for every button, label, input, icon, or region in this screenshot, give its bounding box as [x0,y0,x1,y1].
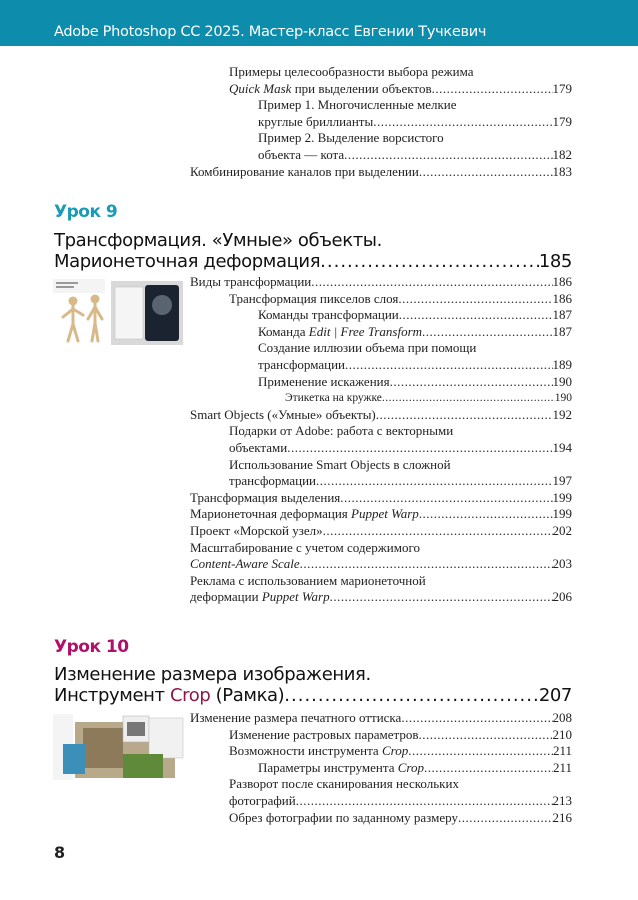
page-ref: 185 [538,251,572,272]
toc-line [190,506,572,523]
leader-dots [311,274,552,291]
leader-dots [419,164,553,181]
toc-entry[interactable] [190,274,572,291]
page-ref: 192 [552,406,572,422]
italic-term: Puppet Warp [351,506,419,522]
text-segment: Параметры инструмента [258,759,398,775]
text-segment: Обрез фотографии по заданному размеру [229,809,458,825]
text-segment: Этикетка на кружке [285,392,382,405]
page-ref: 206 [552,589,572,605]
toc-line [258,357,572,374]
toc-entry[interactable] [229,457,572,490]
text-segment: Трансформация пикселов слоя [229,290,399,306]
lesson-9-label: Урок 9 [54,202,118,222]
toc-line [258,307,572,324]
leader-dots [376,407,553,424]
toc-line [229,743,572,760]
lesson-9-title [54,230,572,272]
toc-text [190,274,311,291]
toc-text [190,589,330,606]
toc-entry[interactable] [285,390,572,407]
toc-line [258,324,572,341]
leader-dots [320,251,539,272]
text-segment: Реклама с использованием марионеточной [190,572,426,588]
toc-text [54,664,371,685]
toc-line [258,340,572,357]
toc-entry[interactable] [258,374,572,391]
text-segment: (Рамка) [210,685,285,706]
toc-entry[interactable] [258,130,572,163]
leader-dots [432,81,553,98]
text-segment: трансформации [258,356,346,372]
page-ref: 190 [552,373,572,389]
toc-entry[interactable] [190,506,572,523]
leader-dots [422,324,552,341]
toc-line [229,423,572,440]
toc-line [229,457,572,474]
text-segment: Инструмент [54,685,170,706]
toc-text [258,97,457,114]
toc-entry[interactable] [229,743,572,760]
italic-term: Edit | Free Transform [308,323,423,339]
toc-text [258,340,476,357]
toc-text [258,357,345,374]
leader-dots [424,760,553,777]
toc-entry[interactable] [190,710,572,727]
text-segment: Возможности инструмента [229,743,382,759]
toc-line [258,114,572,131]
toc-text [258,374,390,391]
toc-line [229,727,572,744]
toc-line [229,440,572,457]
toc-entry[interactable] [229,423,572,456]
text-segment: Smart Objects («Умные» объекты) [190,406,376,422]
toc-text [229,64,474,81]
italic-term: Crop [381,743,409,759]
page-ref: 216 [552,809,572,825]
toc-text [229,423,453,440]
toc-line [229,810,572,827]
toc-entry[interactable] [190,540,572,573]
page-ref: 189 [552,356,572,372]
leader-dots [401,710,552,727]
toc-line [229,64,572,81]
text-segment: Трансформация. «Умные» объекты. [54,230,382,251]
page-ref: 182 [552,146,572,162]
toc-entry[interactable] [229,291,572,308]
toc-text [190,573,426,590]
text-segment: Комбинирование каналов при выделении [190,163,419,179]
toc-entry[interactable] [190,407,572,424]
toc-line [190,164,572,181]
lesson-10-title [54,664,572,706]
toc-text [229,727,418,744]
toc-line [190,540,572,557]
toc-line [190,589,572,606]
toc-text [258,307,399,324]
toc-text [229,810,458,827]
text-segment: Подарки от Adobe: работа с векторными [229,423,454,439]
text-segment: фотографий [229,792,296,808]
toc-line [258,374,572,391]
text-segment: круглые бриллианты [258,113,374,129]
page-ref: 208 [552,710,572,725]
toc-text [190,710,401,727]
page-ref: 203 [552,556,572,572]
toc-text [190,164,419,181]
leader-dots [458,810,553,827]
text-segment: объекта — кота [258,146,345,162]
page-ref: 197 [552,473,572,489]
toc-line [190,274,572,291]
toc-line [229,291,572,308]
text-segment: Применение искажения [258,373,390,389]
leader-dots [398,291,552,308]
toc-line [258,130,572,147]
toc-line [229,793,572,810]
leader-dots [373,114,552,131]
page-ref: 187 [552,323,572,339]
toc-text [229,81,432,98]
lesson-10-label: Урок 10 [54,637,129,657]
text-segment: Изменение растровых параметров [229,726,419,742]
page-number: 8 [54,843,66,862]
toc-text [54,685,284,706]
toc-entry[interactable] [229,776,572,809]
toc-text [229,473,316,490]
toc-entry[interactable] [229,727,572,744]
page-ref: 211 [552,743,572,759]
toc-line [54,664,572,685]
toc-entry[interactable] [190,164,572,181]
italic-term: Crop [397,759,424,775]
toc-line [54,251,572,272]
text-segment: Использование Smart Objects в сложной [229,456,451,472]
text-segment: Проект «Морской узел» [190,522,323,538]
text-segment: Виды трансформации [190,274,312,289]
text-segment: Трансформация выделения [190,489,341,505]
leader-dots [345,357,552,374]
italic-term: Puppet Warp [261,589,330,605]
toc-text [258,147,344,164]
leader-dots [296,793,553,810]
toc-text [190,540,420,557]
toc-text [190,490,340,507]
lesson-10-entries [0,710,572,826]
toc-text [229,291,398,308]
text-segment: деформации [190,589,262,605]
text-segment: Марионеточная деформация [54,251,321,272]
toc-text [190,556,300,573]
toc-line [190,523,572,540]
leader-dots [316,473,552,490]
leader-dots [300,556,553,573]
text-segment: Пример 2. Выделение ворсистого [258,130,444,146]
text-segment: Команда [258,323,309,339]
toc-entry[interactable] [258,307,572,324]
text-segment: трансформации [229,473,317,489]
toc-line [190,573,572,590]
toc-line [54,230,572,251]
toc-line [190,710,572,727]
toc-text [229,743,408,760]
toc-text [229,440,287,457]
text-segment: Создание иллюзии объема при помощи [258,340,477,356]
toc-entry[interactable] [190,490,572,507]
toc-text [229,776,459,793]
toc-text [258,130,444,147]
toc-line [190,407,572,424]
toc-entry[interactable] [258,760,572,777]
page-ref: 213 [552,792,572,808]
page-ref: 179 [552,113,572,129]
page-ref: 194 [552,439,572,455]
toc-text [258,114,373,131]
toc-text [190,523,323,540]
leader-dots [390,374,553,391]
text-segment: Изменение размера изображения. [54,664,371,685]
toc-entry[interactable] [190,523,572,540]
page-ref: 199 [552,489,572,505]
toc-line [190,556,572,573]
text-segment: Разворот после сканирования нескольких [229,776,459,792]
text-segment: Примеры целесообразности выбора режима [229,64,474,79]
toc-entry[interactable] [258,324,572,341]
leader-dots [344,147,552,164]
page-ref: 187 [552,307,572,323]
page-ref: 179 [552,80,572,96]
page-ref: 186 [552,290,572,306]
leader-dots [323,523,553,540]
toc-text [190,506,419,523]
toc-entry[interactable] [229,810,572,827]
toc-line [258,760,572,777]
toc-line [258,97,572,114]
text-segment: Пример 1. Многочисленные мелкие [258,97,457,113]
text-segment: Изменение размера печатного оттиска [190,710,402,725]
leader-dots [399,307,553,324]
page-ref: 210 [552,726,572,742]
leader-dots [418,727,552,744]
toc-continued [0,64,572,180]
toc-text [229,457,451,474]
toc-text [285,390,382,407]
toc-entry[interactable] [190,573,572,606]
toc-text [190,407,376,424]
leader-dots [340,490,552,507]
toc-entry[interactable] [258,340,572,373]
leader-dots [419,506,553,523]
page-ref: 207 [538,685,572,706]
text-segment: Масштабирование с учетом содержимого [190,539,420,555]
text-segment: Crop [169,685,211,706]
page-ref: 211 [552,759,572,775]
page-ref: 190 [554,392,572,405]
italic-term: Content-Aware Scale [190,556,300,572]
toc-line [229,81,572,98]
text-segment: объектами [229,439,288,455]
toc-text [229,793,296,810]
book-title: Adobe Photoshop CC 2025. Мастер-класс Евгении Тучкевич [54,24,487,40]
toc-line [285,390,572,407]
lesson-9-entries [0,274,572,606]
leader-dots [408,743,553,760]
toc-line [54,685,572,706]
leader-dots [382,390,555,407]
text-segment: при выделении объектов [291,80,432,96]
text-segment: Команды трансформации [258,307,399,323]
toc-text [258,324,422,341]
toc-entry[interactable] [229,64,572,97]
page-ref: 199 [552,506,572,522]
toc-text [258,760,424,777]
toc-line [229,776,572,793]
running-header [0,0,638,46]
toc-line [190,490,572,507]
page-ref: 202 [552,522,572,538]
leader-dots [330,589,553,606]
page-ref: 186 [552,274,572,289]
leader-dots [284,685,539,706]
italic-term: Quick Mask [229,80,292,96]
page-ref: 183 [552,163,572,179]
toc-line [258,147,572,164]
toc-line [229,473,572,490]
toc-entry[interactable] [258,97,572,130]
leader-dots [287,440,552,457]
toc-text [54,251,320,272]
toc-text [54,230,382,251]
text-segment: Марионеточная деформация [190,506,352,522]
